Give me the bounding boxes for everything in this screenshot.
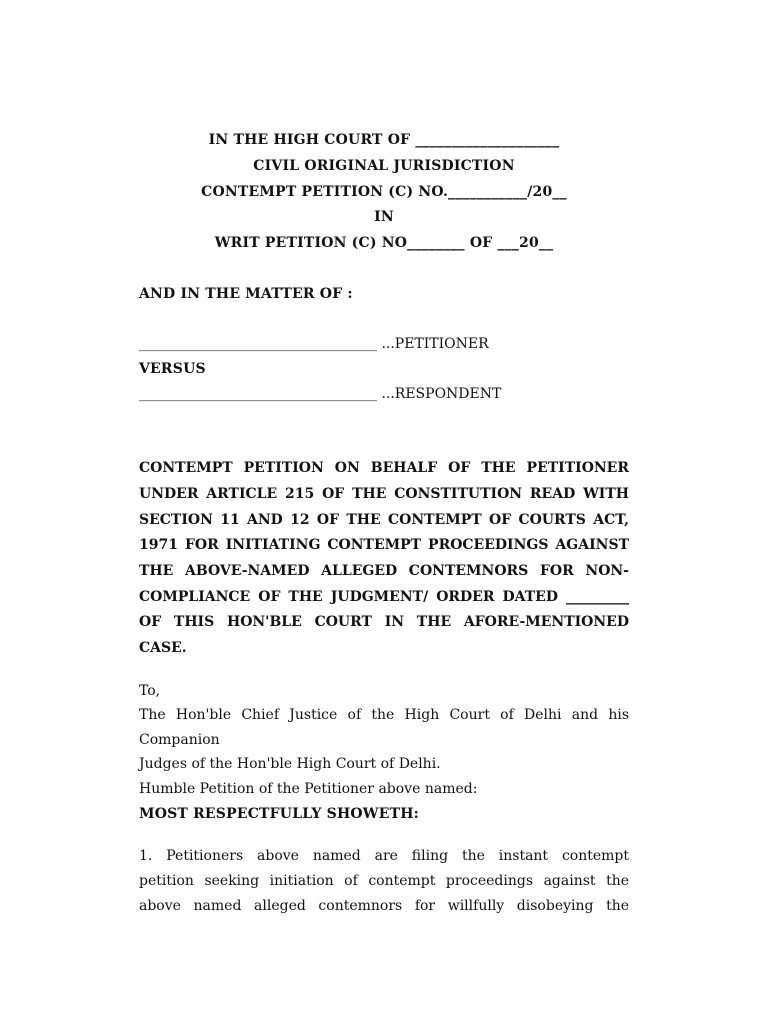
matter-label: AND IN THE MATTER OF : — [139, 286, 353, 302]
in-heading: IN — [374, 209, 394, 225]
paragraph-line: petition seeking initiation of contempt proceedings against the — [139, 873, 629, 889]
subject-line: 1971 FOR INITIATING CONTEMPT PROCEEDINGS AGAINST — [139, 537, 629, 553]
writ-petition-number: WRIT PETITION (C) NO________ OF ___20__ — [214, 235, 554, 251]
subject-line: OF THIS HON'BLE COURT IN THE AFORE-MENTIONED — [139, 614, 629, 630]
subject-line: THE ABOVE-NAMED ALLEGED CONTEMNORS FOR NON- — [139, 563, 629, 579]
address-line: Companion — [139, 732, 220, 748]
address-line: Humble Petition of the Petitioner above named: — [139, 781, 478, 797]
subject-line: CASE. — [139, 640, 187, 656]
petitioner-line: __________________________________ ...PETITIONER — [139, 336, 489, 352]
subject-line: UNDER ARTICLE 215 OF THE CONSTITUTION READ WITH — [139, 486, 629, 502]
versus-label: VERSUS — [139, 361, 206, 377]
respondent-line: __________________________________ ...RESPONDENT — [139, 386, 502, 402]
jurisdiction-heading: CIVIL ORIGINAL JURISDICTION — [253, 158, 515, 174]
subject-line: SECTION 11 AND 12 OF THE CONTEMPT OF COURTS ACT, — [139, 512, 629, 528]
contempt-petition-number: CONTEMPT PETITION (C) NO.___________/20__ — [201, 184, 567, 200]
subject-line: COMPLIANCE OF THE JUDGMENT/ ORDER DATED _________ — [139, 589, 629, 605]
court-heading: IN THE HIGH COURT OF ____________________ — [208, 132, 560, 148]
address-line: Judges of the Hon'ble High Court of Delhi. — [139, 756, 441, 772]
paragraph-line: above named alleged contemnors for willfully disobeying the — [139, 898, 629, 914]
address-line: The Hon'ble Chief Justice of the High Court of Delhi and his — [139, 707, 629, 723]
subject-line: CONTEMPT PETITION ON BEHALF OF THE PETITIONER — [139, 460, 629, 476]
address-to: To, — [139, 683, 161, 699]
showeth-heading: MOST RESPECTFULLY SHOWETH: — [139, 806, 420, 822]
paragraph-line: 1. Petitioners above named are filing the instant contempt — [139, 848, 629, 864]
